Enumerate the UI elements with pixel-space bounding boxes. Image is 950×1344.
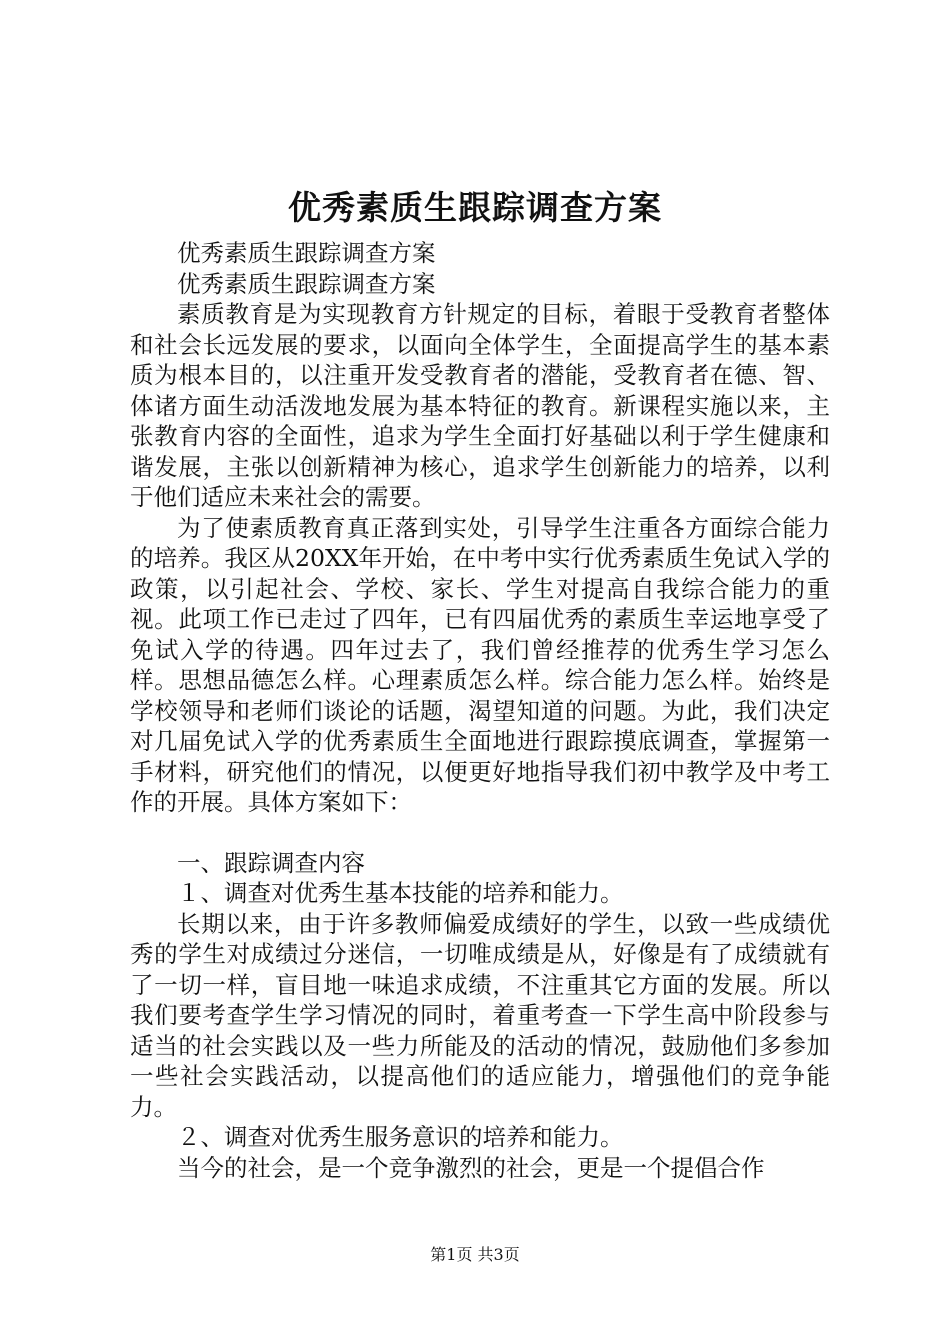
item-heading-2: ２、调查对优秀生服务意识的培养和能力。 (177, 1123, 624, 1151)
paragraph-intro: 素质教育是为实现教育方针规定的目标，着眼于受教育者整体和社会长远发展的要求，以面向全体学生，全面提高学生的基本素质为根本目的，以注重开发受教育者的潜能，受教育者在德、智、体诸方面生动活泼地发展为基本特征的教育。新课程实施以来，主张教育内容的全面性，追求为学生全面打好基础以利于学生健康和谐发展，主张以创新精神为核心，追求学生创新能力的培养，以利于他们适应未来社会的需要。 (130, 300, 830, 511)
subtitle-line-1: 优秀素质生跟踪调查方案 (177, 239, 436, 267)
paragraph-item-1: 长期以来，由于许多教师偏爱成绩好的学生，以致一些成绩优秀的学生对成绩过分迷信，一切唯成绩是从，好像是有了成绩就有了一切一样，盲目地一味追求成绩，不注重其它方面的发展。所以我们要考查学生学习情况的同时，着重考查一下学生高中阶段参与适当的社会实践以及一些力所能及的活动的情况，鼓励他们多参加一些社会实践活动，以提高他们的适应能力，增强他们的竞争能力。 (130, 909, 830, 1121)
subtitle-line-2: 优秀素质生跟踪调查方案 (177, 269, 436, 298)
document-body (130, 238, 830, 1183)
item-heading-1: １、调查对优秀生基本技能的培养和能力。 (177, 879, 624, 907)
page-number-footer: 第1页 共3页 (430, 1245, 520, 1264)
paragraph-background: 为了使素质教育真正落到实处，引导学生注重各方面综合能力的培养。我区从20XX年开始，在中考中实行优秀素质生免试入学的政策，以引起社会、学校、家长、学生对提高自我综合能力的重视。此项工作已走过了四年，已有四届优秀的素质生幸运地享受了免试入学的待遇。四年过去了，我们曾经推荐的优秀生学习怎么样。思想品德怎么样。心理素质怎么样。综合能力怎么样。始终是学校领导和老师们谈论的话题，渴望知道的问题。为此，我们决定对几届免试入学的优秀素质生全面地进行跟踪摸底调查，掌握第一手材料，研究他们的情况，以便更好地指导我们初中教学及中考工作的开展。具体方案如下： (130, 513, 830, 816)
section-heading-1: 一、跟踪调查内容 (177, 848, 365, 877)
document-title: 优秀素质生跟踪调查方案 (288, 188, 662, 227)
paragraph-item-2: 当今的社会，是一个竞争激烈的社会，更是一个提倡合作 (177, 1153, 765, 1182)
